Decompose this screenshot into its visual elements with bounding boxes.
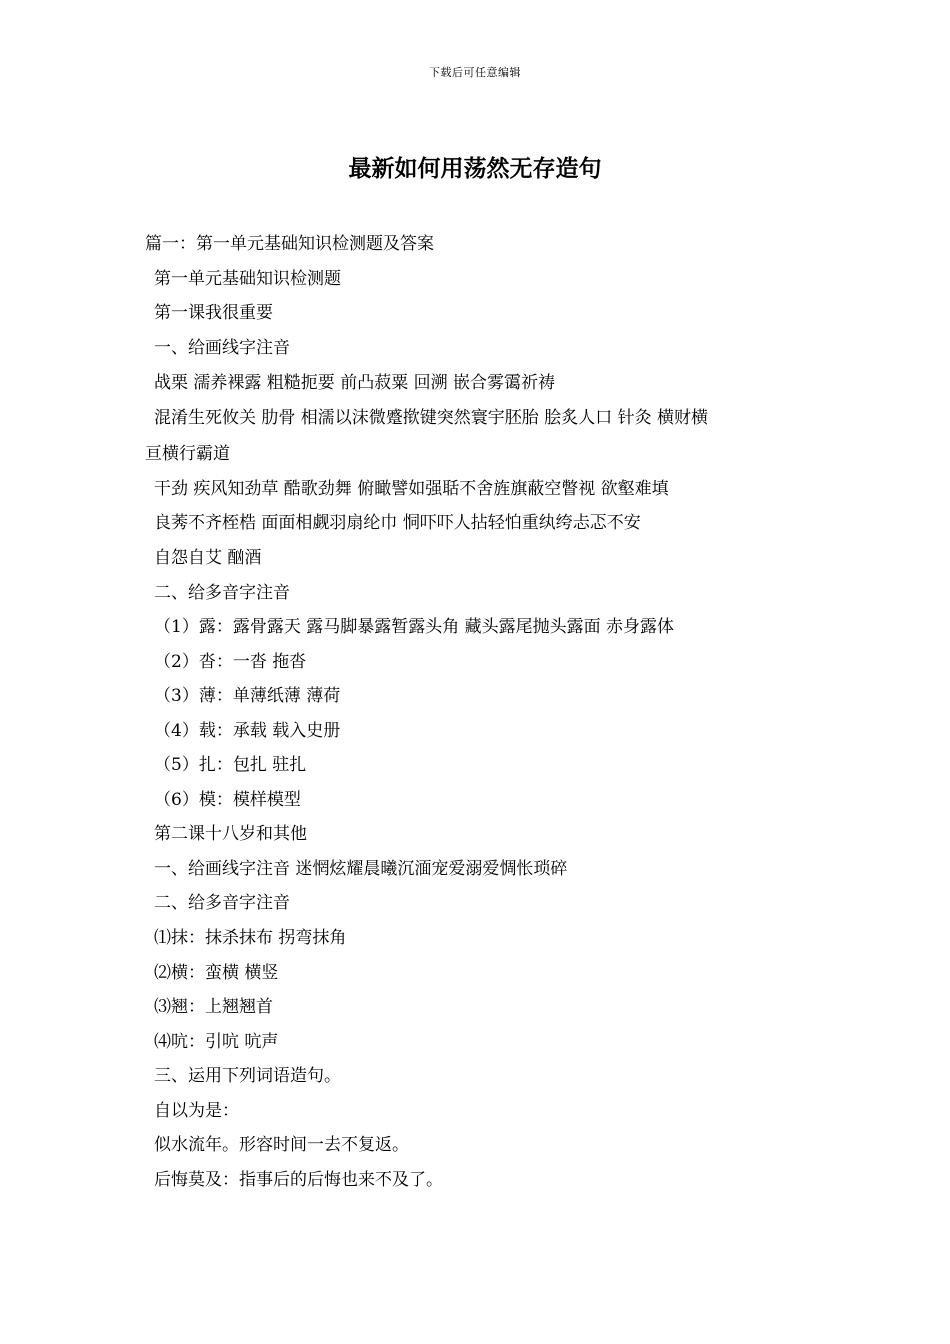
body-line: 一、给画线字注音 bbox=[154, 338, 290, 358]
body-line: 混淆生死攸关 肋骨 相濡以沫微蹙揿键突然寰宇胚胎 脍炙人口 针灸 横财横 bbox=[154, 408, 709, 428]
body-line: （6）模：模样模型 bbox=[154, 790, 301, 810]
body-line: （4）载：承载 载入史册 bbox=[154, 721, 341, 741]
body-line: 二、给多音字注音 bbox=[154, 893, 290, 913]
body-line: 篇一：第一单元基础知识检测题及答案 bbox=[145, 234, 434, 254]
body-line: （2）沓：一沓 拖沓 bbox=[154, 652, 307, 672]
body-line: ⑷吭：引吭 吭声 bbox=[154, 1032, 279, 1052]
body-line: 战栗 濡养裸露 粗糙扼要 前凸菽粟 回溯 嵌合雾霭祈祷 bbox=[154, 373, 556, 393]
body-line: 亘横行霸道 bbox=[145, 444, 230, 464]
body-line: 第二课十八岁和其他 bbox=[154, 824, 307, 844]
body-line: 似水流年。形容时间一去不复返。 bbox=[154, 1135, 409, 1155]
body-line: 自以为是： bbox=[154, 1101, 239, 1121]
page-header-note: 下载后可任意编辑 bbox=[429, 66, 521, 79]
body-line: 二、给多音字注音 bbox=[154, 583, 290, 603]
document-title: 最新如何用荡然无存造句 bbox=[348, 155, 602, 182]
body-line: 第一课我很重要 bbox=[154, 303, 273, 323]
body-line: ⑵横：蛮横 横竖 bbox=[154, 963, 279, 983]
body-line: 三、运用下列词语造句。 bbox=[154, 1066, 341, 1086]
body-line: 第一单元基础知识检测题 bbox=[154, 269, 341, 289]
body-line: ⑶翘：上翘翘首 bbox=[154, 997, 273, 1017]
body-line: ⑴抹：抹杀抹布 拐弯抹角 bbox=[154, 928, 347, 948]
body-line: 后悔莫及：指事后的后悔也来不及了。 bbox=[154, 1170, 443, 1190]
body-line: 良莠不齐桎梏 面面相觑羽扇纶巾 恫吓吓人拈轻怕重纨绔忐忑不安 bbox=[154, 513, 641, 533]
body-line: （3）薄：单薄纸薄 薄荷 bbox=[154, 686, 341, 706]
body-line: （1）露：露骨露天 露马脚暴露暂露头角 藏头露尾抛头露面 赤身露体 bbox=[154, 617, 675, 637]
body-line: （5）扎：包扎 驻扎 bbox=[154, 755, 307, 775]
body-line: 干劲 疾风知劲草 酷歌劲舞 俯瞰譬如强聒不舍旌旗蔽空瞥视 欲壑难填 bbox=[154, 479, 669, 499]
body-line: 一、给画线字注音 迷惘炫耀晨曦沉湎宠爱溺爱惆怅琐碎 bbox=[154, 859, 568, 879]
body-line: 自怨自艾 酗酒 bbox=[154, 548, 262, 568]
